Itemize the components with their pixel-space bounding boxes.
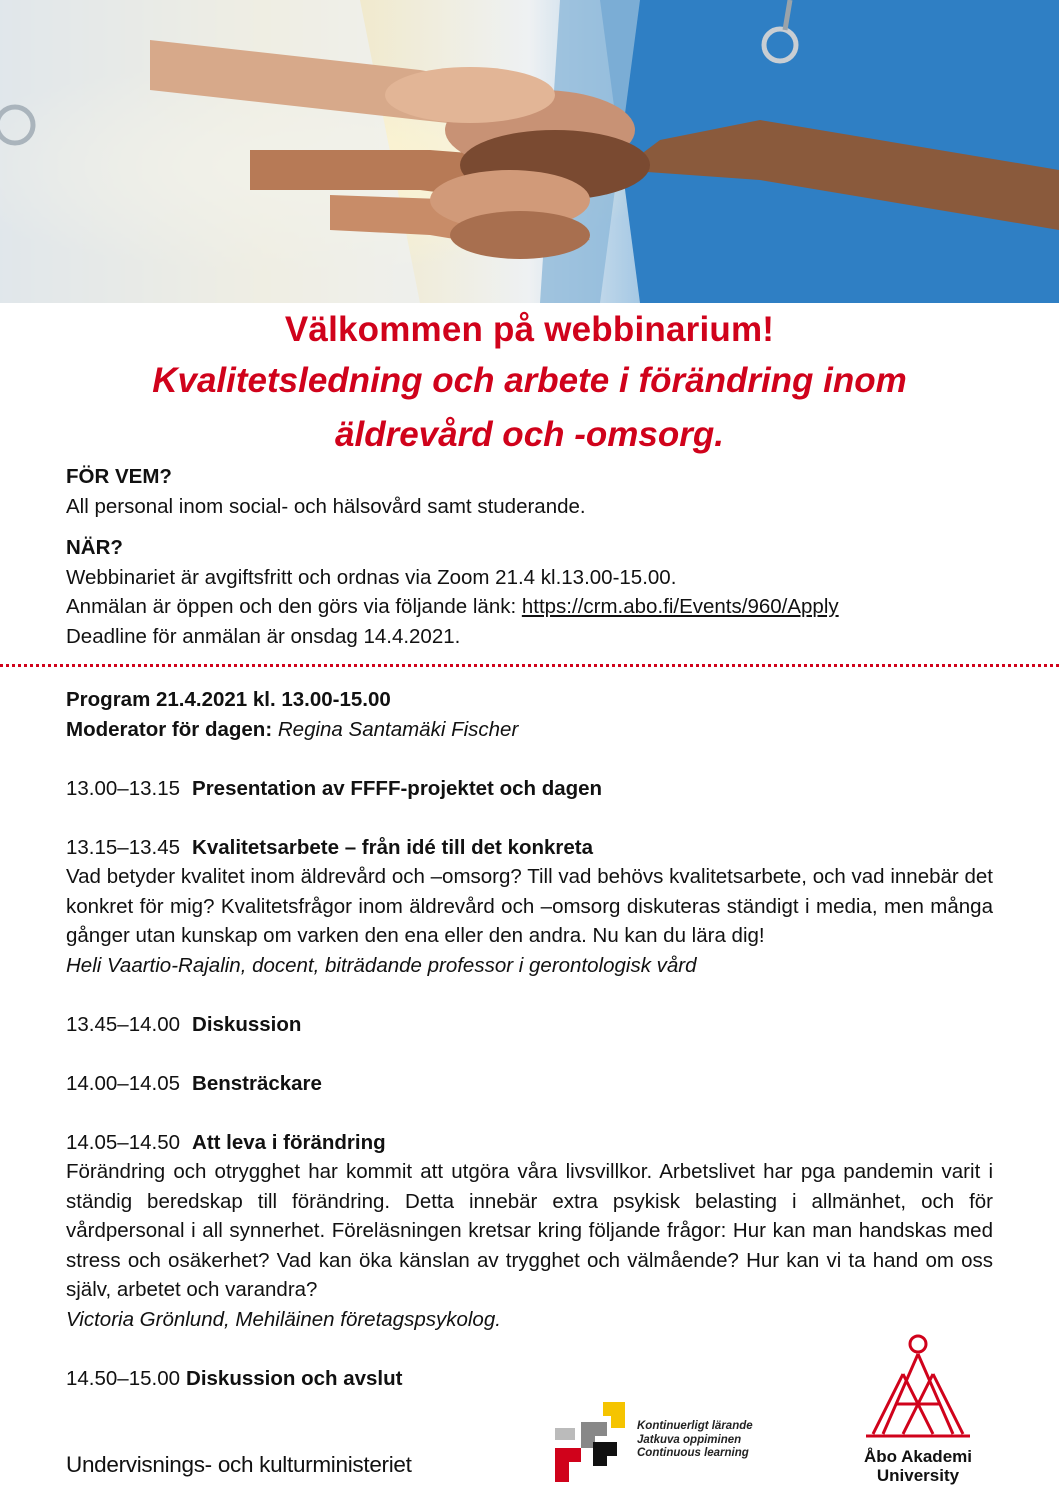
subtitle-line-2: äldrevård och -omsorg. <box>335 415 724 454</box>
registration-link[interactable]: https://crm.abo.fi/Events/960/Apply <box>521 595 839 618</box>
program-item <box>66 1010 993 1040</box>
when-line-2-prefix: Anmälan är öppen och den görs via följande länk: <box>66 595 522 618</box>
ffff-logo-text <box>637 1420 753 1461</box>
program-item <box>66 774 993 804</box>
program-item-title: Att leva i förändring <box>192 1130 386 1154</box>
ffff-line-2: Jatkuva oppiminen <box>637 1433 742 1446</box>
page-title: Välkommen på webbinarium! <box>284 310 775 349</box>
abo-akademi-logo <box>858 1334 978 1485</box>
program-item-title: Diskussion <box>192 1012 302 1036</box>
ministry-logo-text: Undervisnings- och kulturministeriet <box>66 1452 412 1477</box>
moderator-line <box>66 715 993 745</box>
ffff-line-1: Kontinuerligt lärande <box>637 1420 753 1432</box>
program-section <box>66 685 993 1393</box>
when-line-2 <box>66 592 993 622</box>
program-item <box>66 1069 993 1099</box>
abo-line-2: University <box>876 1466 960 1485</box>
program-item-title: Bensträckare <box>192 1071 322 1095</box>
subtitle-line-1: Kvalitetsledning och arbete i förändring inom <box>152 361 907 400</box>
program-item-time: 14.50–15.00 <box>66 1366 181 1390</box>
program-item-time: 14.05–14.50 <box>66 1130 181 1154</box>
program-item-title: Kvalitetsarbete – från idé till det konkreta <box>192 835 594 859</box>
moderator-name: Regina Santamäki Fischer <box>277 717 519 741</box>
program-item-time: 14.00–14.05 <box>66 1071 181 1095</box>
hero-image <box>0 0 1059 303</box>
program-item-description: Förändring och otrygghet har kommit att utgöra våra livsvillkor. Arbetslivet har pga pandemin varit i ständig beredskap till förändring. Detta innebär extra psykisk belasting i allmänhet, och för vårdpersonal i all synnerhet. Föreläsningen kretsar kring följande frågor: Hur kan man handskas med stress och osäkerhet? Vad kan öka känslan av trygghet och välmående? Hur kan vi ta hand om oss själv, arbetet och varandra? <box>66 1160 993 1301</box>
info-section <box>66 462 993 651</box>
program-item-speaker: Victoria Grönlund, Mehiläinen företagspsykolog. <box>66 1307 501 1331</box>
ffff-line-3: Continuous learning <box>637 1447 749 1459</box>
for-whom-text: All personal inom social- och hälsovård samt studerande. <box>66 494 586 518</box>
program-item <box>66 833 993 863</box>
program-item <box>66 1364 993 1394</box>
when-heading: NÄR? <box>66 536 123 559</box>
program-item <box>66 1128 993 1158</box>
program-item-title: Presentation av FFFF-projektet och dagen <box>192 776 603 800</box>
when-line-1: Webbinariet är avgiftsfritt och ordnas via Zoom 21.4 kl.13.00-15.00. <box>66 565 677 589</box>
program-heading: Program 21.4.2021 kl. 13.00-15.00 <box>66 688 391 711</box>
program-item-time: 13.00–13.15 <box>66 776 181 800</box>
abo-line-1: Åbo Akademi <box>863 1447 972 1466</box>
moderator-label: Moderator för dagen: <box>66 717 273 741</box>
abo-akademi-emblem-icon <box>858 1334 978 1442</box>
dotted-divider <box>0 664 1059 667</box>
program-item-speaker: Heli Vaartio-Rajalin, docent, biträdande professor i gerontologisk vård <box>66 953 697 977</box>
when-line-3: Deadline för anmälan är onsdag 14.4.2021. <box>66 624 461 648</box>
program-item-time: 13.45–14.00 <box>66 1012 181 1036</box>
program-item-time: 13.15–13.45 <box>66 835 181 859</box>
program-item-title: Diskussion och avslut <box>186 1366 403 1390</box>
program-item-description: Vad betyder kvalitet inom äldrevård och –omsorg? Till vad behövs kvalitetsarbete, och vad innebär det konkret för mig? Kvalitetsfrågor inom äldrevård och –omsorg diskuteras ständigt i media, men många gånger utan kunskap om varken den ena eller den andra. Nu kan du lära dig! <box>66 865 993 947</box>
for-whom-heading: FÖR VEM? <box>66 465 172 488</box>
title-block <box>0 306 1059 462</box>
